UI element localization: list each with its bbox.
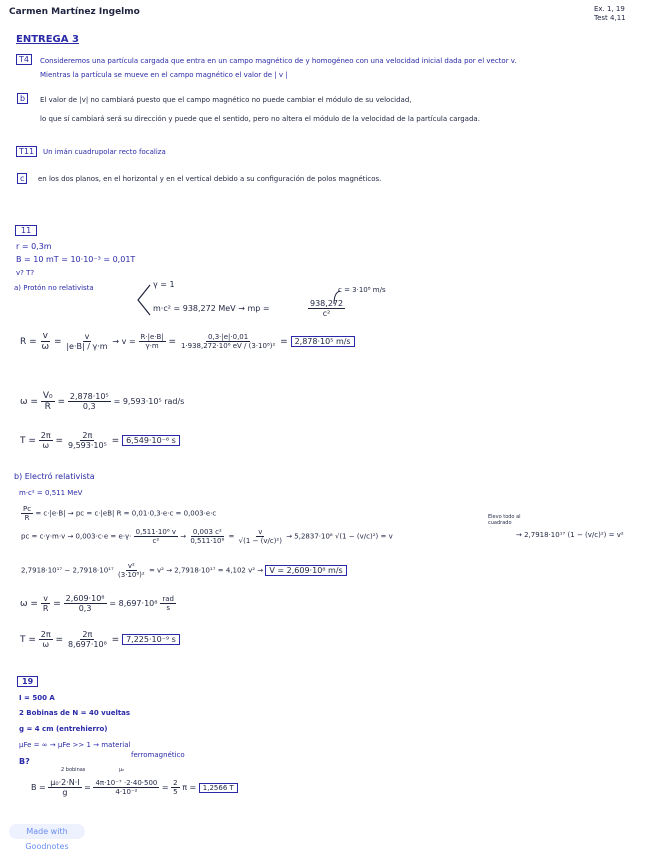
w-f1-num: V₀ <box>42 391 53 401</box>
v-f1-num: R·|e·B| <box>140 333 164 341</box>
ex19-gap: g = 4 cm (entrehierro) <box>19 725 108 733</box>
w2-f2-num: 2,609·10⁸ <box>65 594 105 603</box>
field-equation: B = $\frac{\text{μ₀·2·N·I}}{g}$ = $\frac{\text{4π·10⁻⁷ ·2·40·500}}{\text{4·10⁻²}}$ = $\frac{2}{5}$ π = 1,2566 T <box>31 778 238 797</box>
answer-c-label: c <box>17 173 27 184</box>
R-arrow: → v = <box>112 337 136 346</box>
R-f1-den: ω <box>41 342 50 352</box>
w2-f1-den: R <box>42 604 49 613</box>
pc-equation-1 <box>21 505 216 522</box>
T-f1-num: 2π <box>40 431 51 440</box>
eq3-num: v² <box>127 562 135 570</box>
T2-f1-num: 2π <box>40 630 51 639</box>
ex11-B: B = 10 mT = 10·10⁻³ = 0,01T <box>16 255 136 264</box>
R-f2-num: v <box>84 332 90 341</box>
speed-of-light: c = 3·10⁸ m/s <box>338 286 386 294</box>
two-coils-note: 2 bobinas <box>61 767 86 773</box>
T2-f2-den: 8,697·10⁸ <box>67 640 107 649</box>
pc2-f3-den: √(1 − (v/c)²) <box>238 537 282 545</box>
v-f2-den: 1·938,272·10⁶ eV / (3·10⁸)² <box>180 342 276 350</box>
ex19-ferromagnetic: ferromagnético <box>131 751 185 759</box>
answer-c-line: en los dos planos, en el horizontal y en el vertical debido a su configuración de polos magnéticos. <box>38 175 382 183</box>
B-f1-den: g <box>62 788 68 797</box>
mu0-note: μ₀ <box>119 767 125 773</box>
t4-line-2: Mientras la partícula se mueve en el campo magnético el valor de | v | <box>40 71 288 79</box>
T2-f2-num: 2π <box>82 630 93 639</box>
w-val: = 9,593·10⁵ rad/s <box>113 397 185 406</box>
pc1-num: Pc <box>23 505 32 513</box>
pc-equation-2: pc = c·γ·m·v → 0,003·c·e = e·γ· $\frac{\text{0,511·10⁶ v}}{\text{c²}}$ → $\frac{\text{0,003 c²}}{\text{0,511·10⁶}}$ = $\frac{v}{\text{√(1 − (v/c)²)}}$ → 5,2837·10⁸ √(1 − (v/c)²) = v <box>21 528 393 545</box>
w2-f1-num: v <box>43 594 48 603</box>
answer-b-line-1: El valor de |v| no cambiará puesto que el campo magnético no puede cambiar el módulo de su velocidad, <box>40 96 412 104</box>
pc2-f2-num: 0,003 c² <box>192 528 222 536</box>
mp-num: 938,272 <box>310 299 344 308</box>
ex19-current: I = 500 A <box>19 694 55 702</box>
t4-label: T4 <box>16 54 32 65</box>
w-f1-den: R <box>44 402 51 412</box>
R-f1-num: v <box>42 331 48 341</box>
B-f2-den: 4·10⁻² <box>115 788 138 796</box>
ex19-question: B? <box>19 757 30 766</box>
field-result: 1,2566 T <box>199 783 238 793</box>
proton-period-result: 6,549·10⁻⁶ s <box>122 435 180 446</box>
R-eq: R = <box>20 337 37 347</box>
T-f2-num: 2π <box>82 431 93 440</box>
B-f2-num: 4π·10⁻⁷ ·2·40·500 <box>95 779 158 787</box>
square-note: Elevo todo al cuadrado <box>488 514 521 526</box>
period-equation: T = $\frac{2\pi}{\omega}$ = $\frac{2\pi}{\text{9,593·10⁵}}$ = 6,549·10⁻⁶ s <box>20 431 180 450</box>
pc2-f3-num: v <box>258 528 263 536</box>
t11-label: T11 <box>16 146 37 157</box>
T-eq: T = <box>20 436 36 446</box>
w-eq: ω = <box>20 397 38 407</box>
answer-b-line-2: lo que sí cambiará será su dirección y puede que el sentido, pero no altera el módulo de la velocidad de la partícula cargada. <box>40 115 480 123</box>
B-f3-den: 5 <box>173 788 178 796</box>
pc2-rest: → 5,2837·10⁸ √(1 − (v/c)²) = v <box>286 532 393 541</box>
proton-mp-fraction <box>308 299 345 318</box>
entrega-title: ENTREGA 3 <box>16 34 79 45</box>
eq3-b: = v² → 2,7918·10¹⁷ = 4,102 v² → <box>148 566 264 575</box>
v-f1-den: γ·m <box>145 342 159 350</box>
T2-f1-den: ω <box>42 640 50 649</box>
proton-velocity-result: 2,878·10⁵ m/s <box>291 336 355 347</box>
B-f1-num: μ₀·2·N·I <box>50 778 80 787</box>
ex11-part-a-title: a) Protón no relativista <box>14 284 94 292</box>
pc1-rest: = c·|e·B| → pc = c·|eB| R = 0,01·0,3·e·c = 0,003·e·c <box>35 509 217 518</box>
pc2-f1-num: 0,511·10⁶ v <box>135 528 177 536</box>
exercise-11-label: 11 <box>15 225 37 236</box>
gamma-value: γ = 1 <box>153 280 175 289</box>
electron-velocity-result: V = 2,609·10⁸ m/s <box>265 565 346 576</box>
omega-equation: ω = $\frac{\text{V₀}}{R}$ = $\frac{\text{2,878·10⁵}}{0,3}$ = 9,593·10⁵ rad/s <box>20 391 185 412</box>
pc2-start: pc = c·γ·m·v → 0,003·c·e = e·γ· <box>21 532 132 541</box>
t4-line-1: Consideremos una partícula cargada que entra en un campo magnético de y homogéneo con una velocidad inicial dada por el vector v. <box>40 57 517 65</box>
period2-equation: T = $\frac{2\pi}{\omega}$ = $\frac{2\pi}{\text{8,697·10⁸}}$ = 7,225·10⁻⁹ s <box>20 630 180 649</box>
T2-eq: T = <box>20 635 36 645</box>
T-f1-den: ω <box>42 441 50 450</box>
exercise-label: Ex. 1, 19 <box>594 5 625 13</box>
v-f2-num: 0,3·|e|·0,01 <box>208 333 249 341</box>
ex19-permeability: μFe = ∞ → μFe >> 1 → material <box>19 741 131 749</box>
ex11-part-b-title: b) Electró relativista <box>14 472 95 481</box>
B-f3-num: 2 <box>173 779 178 787</box>
ex19-coils: 2 Bobinas de N = 40 vueltas <box>19 709 131 717</box>
test-label: Test 4,11 <box>594 14 626 22</box>
electron-mc2: m·c² = 0,511 MeV <box>19 489 83 497</box>
goodnotes-badge: Made with Goodnotes <box>9 824 85 839</box>
eq3-a: 2,7918·10¹⁷ − 2,7918·10¹⁷ <box>21 566 114 575</box>
w-f2-den: 0,3 <box>82 402 96 411</box>
ex11-r: r = 0,3m <box>16 242 52 251</box>
T-f2-den: 9,593·10⁵ <box>67 441 107 450</box>
pc2-f2-den: 0,511·10⁶ <box>190 537 225 545</box>
t11-line: Un imán cuadrupolar recto focaliza <box>43 148 166 156</box>
pc2-tail: → 2,7918·10¹⁷ (1 − (v/c)²) = v² <box>516 531 624 539</box>
w2-unit-num: rad <box>162 595 174 603</box>
omega2-equation: ω = $\frac{v}{R}$ = $\frac{\text{2,609·10⁸}}{0,3}$ = 8,697·10⁸ $\frac{\text{rad}}{s}$ <box>20 594 174 613</box>
pc1-den: R <box>24 514 30 522</box>
w2-unit-den: s <box>166 604 170 612</box>
author-name: Carmen Martínez Ingelmo <box>9 7 140 17</box>
answer-b-label: b <box>17 93 28 104</box>
proton-mc2: m·c² = 938,272 MeV → mp = <box>153 304 270 313</box>
exercise-19-label: 19 <box>17 676 38 687</box>
B-tail: π = <box>182 783 197 792</box>
radius-equation: R = $\frac{v}{\omega}$ = $\frac{v}{|e\cdot B| / \gamma\cdot m}$ → v = $\frac{R\cdot|e\cdot B|}{\gamma\cdot m}$ = $\frac{0,3\cdot|e|\cdot 0,01}{\text{1·938,272·10⁶ eV / (3·10⁸)²}}$ = 2,878·10⁵ m/s <box>20 331 355 352</box>
B-eq: B = <box>31 783 46 792</box>
electron-period-result: 7,225·10⁻⁹ s <box>122 634 180 645</box>
ex11-question: v? T? <box>16 269 35 277</box>
velocity-equation <box>21 562 347 579</box>
R-f2-den: |e·B| / γ·m <box>66 342 108 351</box>
w2-eq: ω = <box>20 599 38 609</box>
w2-val: = 8,697·10⁸ <box>109 599 158 608</box>
w2-f2-den: 0,3 <box>78 604 92 613</box>
eq3-den: (3·10⁸)² <box>118 571 145 579</box>
w-f2-num: 2,878·10⁵ <box>69 392 109 401</box>
mp-den: c² <box>322 309 331 318</box>
pc2-f1-den: c² <box>152 537 160 545</box>
